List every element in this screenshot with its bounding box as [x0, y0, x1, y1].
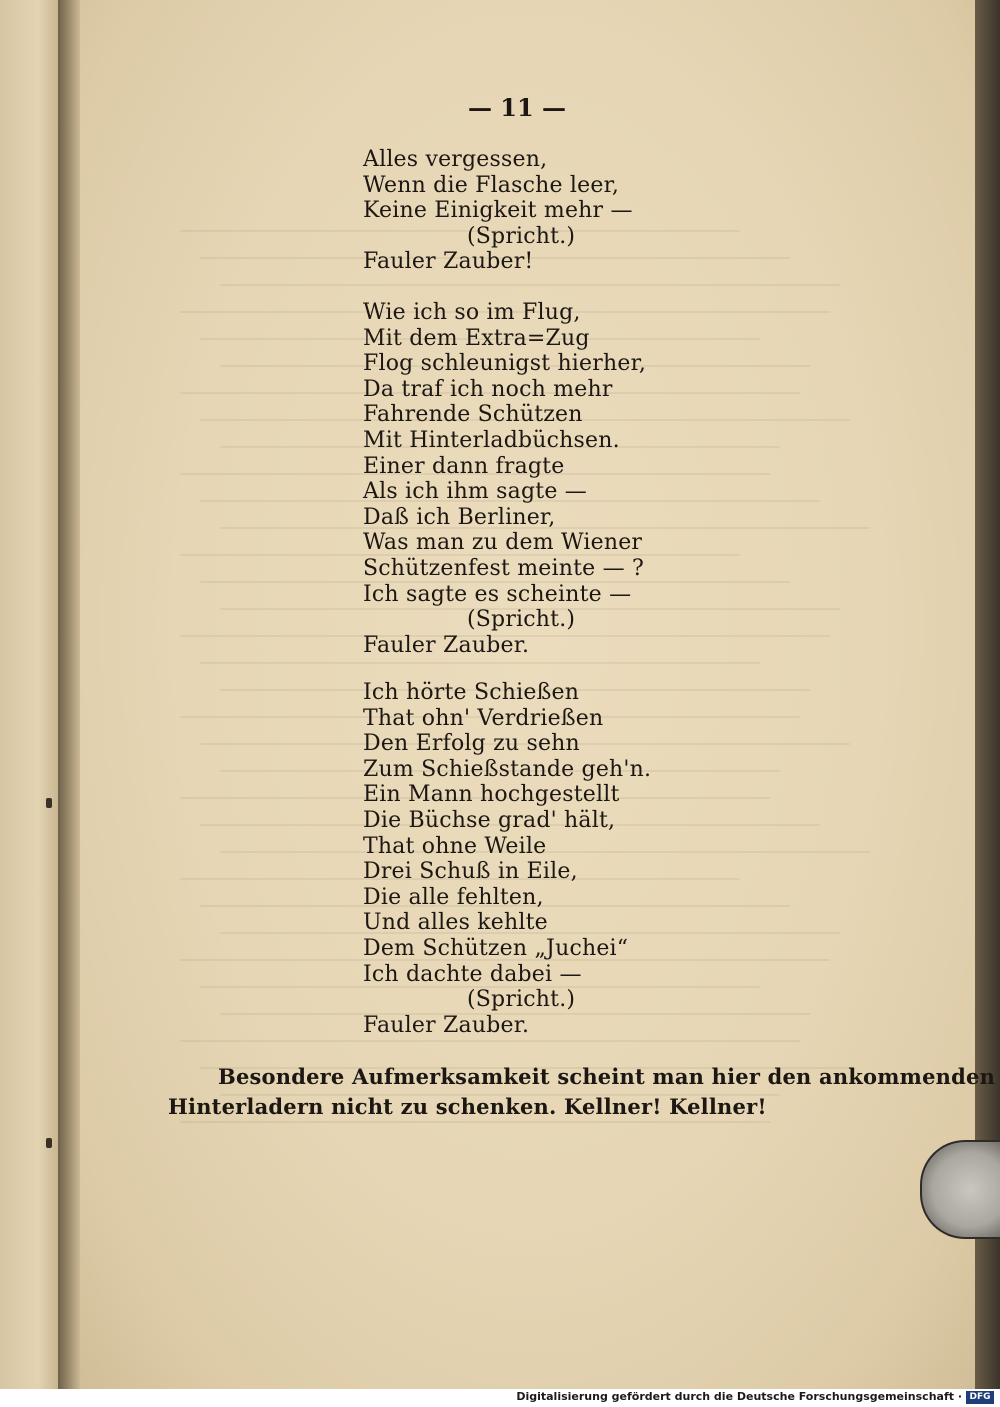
- stage-direction: (Spricht.): [467, 607, 576, 633]
- poem-line: Drei Schuß in Eile,: [363, 859, 578, 885]
- poem-line: Als ich ihm sagte —: [363, 479, 587, 505]
- binding-mark: [46, 798, 52, 808]
- facing-page-edge: [0, 0, 64, 1389]
- poem-line: Ich sagte es scheinte —: [363, 581, 632, 607]
- poem-line: Was man zu dem Wiener: [363, 530, 643, 556]
- poem-line: Dem Schützen „Juchei“: [363, 936, 629, 961]
- poem-line: Alles vergessen,: [363, 147, 548, 172]
- ghost-line: [180, 230, 740, 232]
- poem-line: Fauler Zauber.: [363, 1012, 530, 1038]
- poem-line: Wenn die Flasche leer,: [363, 172, 620, 198]
- poem-line: Ich dachte dabei —: [363, 961, 582, 987]
- stage-direction: (Spricht.): [467, 223, 576, 249]
- binding-mark: [46, 1138, 52, 1148]
- footer-credit: Digitalisierung gefördert durch die Deutsche Forschungsgemeinschaft ·: [516, 1390, 962, 1403]
- poem-line: Wie ich so im Flug,: [363, 300, 581, 325]
- poem-line: Ein Mann hochgestellt: [363, 782, 620, 808]
- ghost-line: [180, 1040, 800, 1042]
- poem-line: Mit Hinterladbüchsen.: [363, 428, 620, 453]
- poem-line: Keine Einigkeit mehr —: [363, 198, 633, 224]
- dfg-logo: DFG: [966, 1391, 994, 1404]
- poem-line: Den Erfolg zu sehn: [363, 731, 580, 757]
- ghost-line: [220, 284, 840, 286]
- poem-line: Die alle fehlten,: [363, 884, 544, 910]
- poem-line: Ich hörte Schießen: [363, 680, 580, 705]
- poem-line: Einer dann fragte: [363, 453, 565, 479]
- poem-line: Fauler Zauber.: [363, 632, 530, 658]
- digitization-footer: [0, 1389, 1000, 1407]
- poem-line: Zum Schießstande geh'n.: [363, 756, 652, 782]
- scanner-thumb-holder: [920, 1140, 1000, 1239]
- poem-line: Schützenfest meinte — ?: [363, 556, 644, 581]
- closing-line: Hinterladern nicht zu schenken. Kellner! Kellner!: [168, 1094, 767, 1119]
- ghost-line: [180, 1121, 770, 1123]
- poem-line: Fauler Zauber!: [363, 249, 534, 275]
- closing-line: Besondere Aufmerksamkeit scheint man hier den ankommenden: [218, 1064, 996, 1089]
- poem-line: Fahrende Schützen: [363, 402, 583, 428]
- poem-line: Und alles kehlte: [363, 910, 548, 936]
- poem-line: Da traf ich noch mehr: [363, 376, 613, 402]
- ghost-line: [200, 662, 760, 664]
- stage-direction: (Spricht.): [467, 987, 576, 1013]
- poem-line: That ohne Weile: [363, 833, 547, 859]
- poem-line: Daß ich Berliner,: [363, 504, 556, 530]
- poem-line: That ohn' Verdrießen: [363, 705, 604, 731]
- poem-line: Flog schleunigst hierher,: [363, 351, 647, 377]
- poem-line: Die Büchse grad' hält,: [363, 808, 616, 833]
- poem-line: Mit dem Extra=Zug: [363, 325, 590, 351]
- page-number: — 11 —: [467, 93, 567, 122]
